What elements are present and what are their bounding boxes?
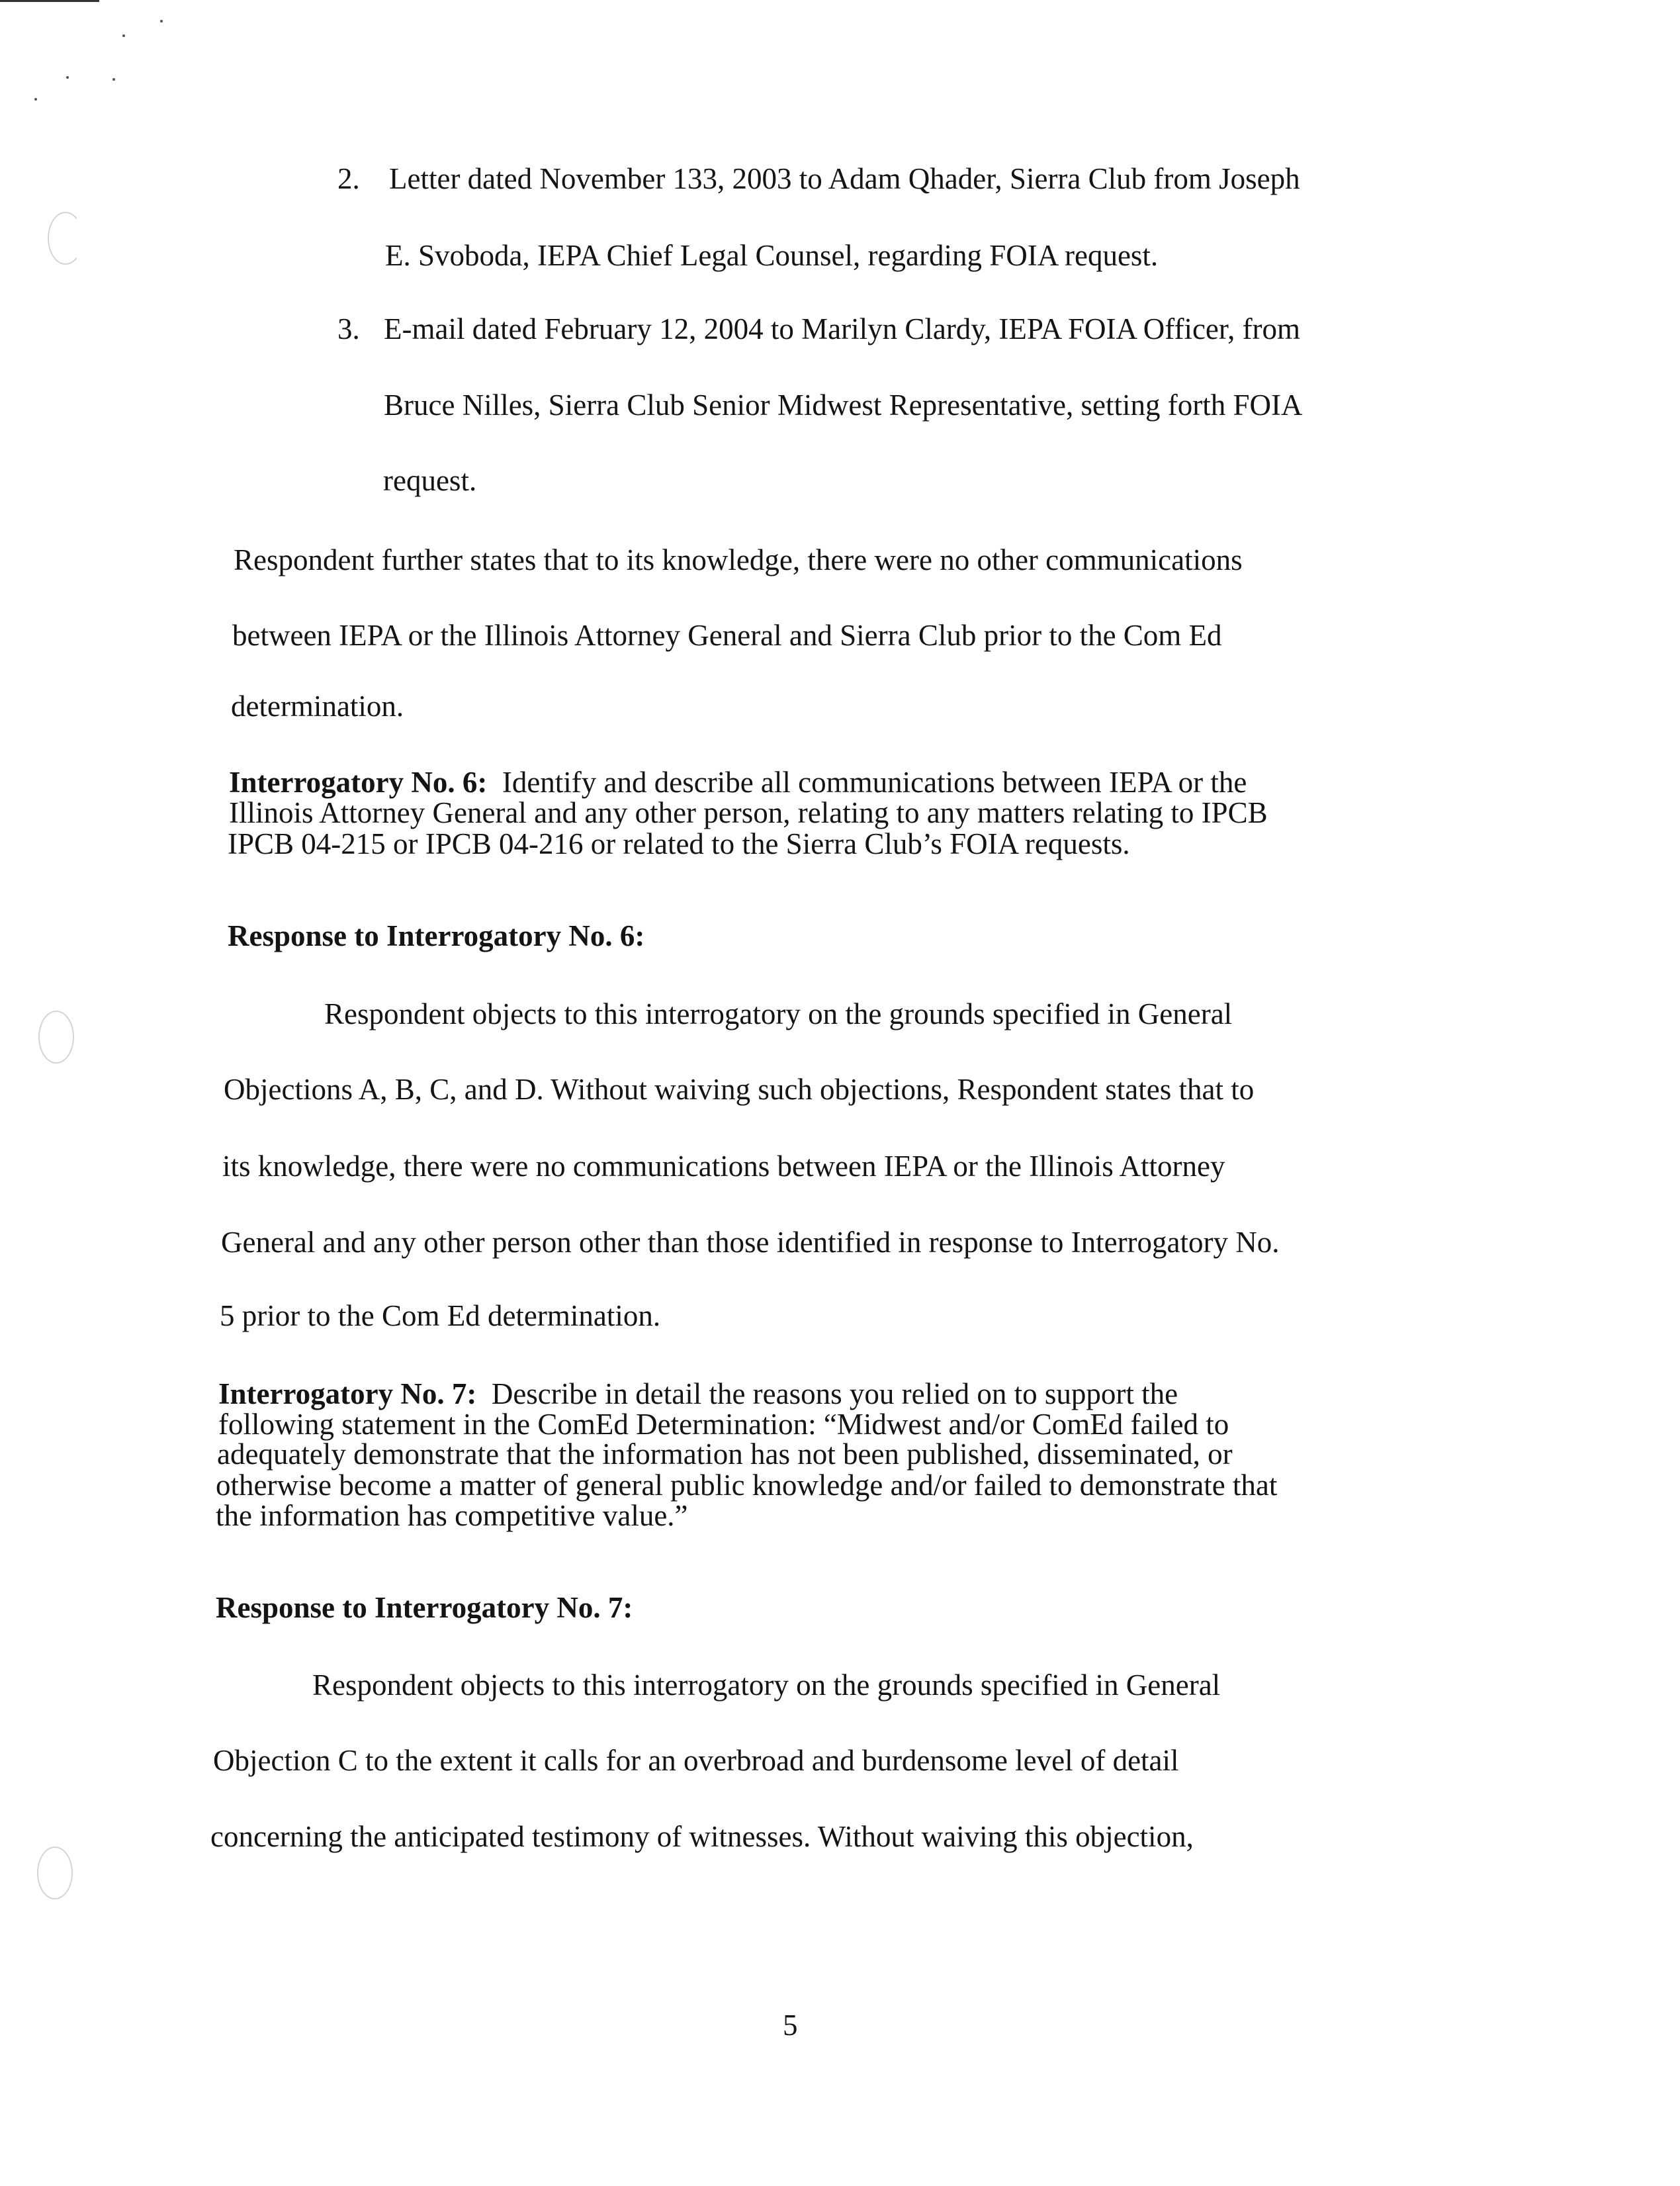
paragraph-line: between IEPA or the Illinois Attorney General and Sierra Club prior to the Com Ed bbox=[232, 619, 1222, 652]
scan-speck bbox=[66, 76, 69, 79]
interrogatory-label: Interrogatory No. 6: bbox=[229, 766, 488, 799]
interrogatory-text: Identify and describe all communications between IEPA or the bbox=[502, 766, 1247, 799]
list-item-line: E. Svoboda, IEPA Chief Legal Counsel, regarding FOIA request. bbox=[385, 239, 1159, 272]
response-line: General and any other person other than those identified in response to Interrogatory No. bbox=[221, 1226, 1280, 1259]
scan-speck bbox=[34, 98, 37, 101]
scan-speck bbox=[122, 34, 125, 37]
punch-hole-mark bbox=[48, 212, 83, 265]
list-item-number: 2. bbox=[337, 162, 360, 195]
response-line: concerning the anticipated testimony of witnesses. Without waiving this objection, bbox=[210, 1820, 1194, 1853]
paragraph-line: Respondent further states that to its knowledge, there were no other communications bbox=[234, 543, 1243, 576]
paragraph-line: determination. bbox=[231, 690, 404, 723]
response-line: Respondent objects to this interrogatory on the grounds specified in General bbox=[312, 1668, 1221, 1702]
interrogatory-line: the information has competitive value.” bbox=[216, 1499, 688, 1532]
list-item-number: 3. bbox=[337, 312, 360, 345]
list-item-line: E-mail dated February 12, 2004 to Marilyn Clardy, IEPA FOIA Officer, from bbox=[384, 312, 1301, 345]
response-line: 5 prior to the Com Ed determination. bbox=[220, 1299, 661, 1332]
interrogatory-line: IPCB 04-215 or IPCB 04-216 or related to the Sierra Club’s FOIA requests. bbox=[228, 827, 1130, 860]
interrogatory-line: Illinois Attorney General and any other person, relating to any matters relating to IPCB bbox=[229, 796, 1268, 829]
punch-hole-mark bbox=[38, 1011, 74, 1064]
page-number: 5 bbox=[783, 2009, 798, 2042]
list-item-line: request. bbox=[383, 464, 477, 497]
scan-speck bbox=[112, 78, 115, 81]
interrogatory-label: Interrogatory No. 7: bbox=[218, 1377, 477, 1410]
interrogatory-line: otherwise become a matter of general public knowledge and/or failed to demonstrate that bbox=[216, 1469, 1278, 1502]
list-item-line: Letter dated November 133, 2003 to Adam Qhader, Sierra Club from Joseph bbox=[389, 162, 1300, 195]
response-line: Respondent objects to this interrogatory on the grounds specified in General bbox=[324, 997, 1233, 1030]
response-heading: Response to Interrogatory No. 6: bbox=[228, 919, 645, 952]
punch-hole-mark bbox=[37, 1846, 73, 1899]
response-line: Objection C to the extent it calls for an overbroad and burdensome level of detail bbox=[213, 1744, 1179, 1777]
response-heading: Response to Interrogatory No. 7: bbox=[216, 1591, 633, 1624]
interrogatory-line: following statement in the ComEd Determination: “Midwest and/or ComEd failed to bbox=[218, 1408, 1229, 1441]
response-line: Objections A, B, C, and D. Without waiving such objections, Respondent states that to bbox=[224, 1073, 1255, 1106]
scan-speck bbox=[160, 20, 163, 23]
response-line: its knowledge, there were no communications between IEPA or the Illinois Attorney bbox=[222, 1150, 1225, 1183]
scan-edge-mark bbox=[0, 0, 99, 2]
interrogatory-line bbox=[229, 765, 1247, 799]
interrogatory-text: Describe in detail the reasons you relied on to support the bbox=[491, 1377, 1178, 1410]
list-item-line: Bruce Nilles, Sierra Club Senior Midwest Representative, setting forth FOIA bbox=[384, 388, 1303, 422]
interrogatory-line: adequately demonstrate that the information has not been published, disseminated, or bbox=[217, 1437, 1233, 1471]
interrogatory-line bbox=[218, 1377, 1178, 1411]
